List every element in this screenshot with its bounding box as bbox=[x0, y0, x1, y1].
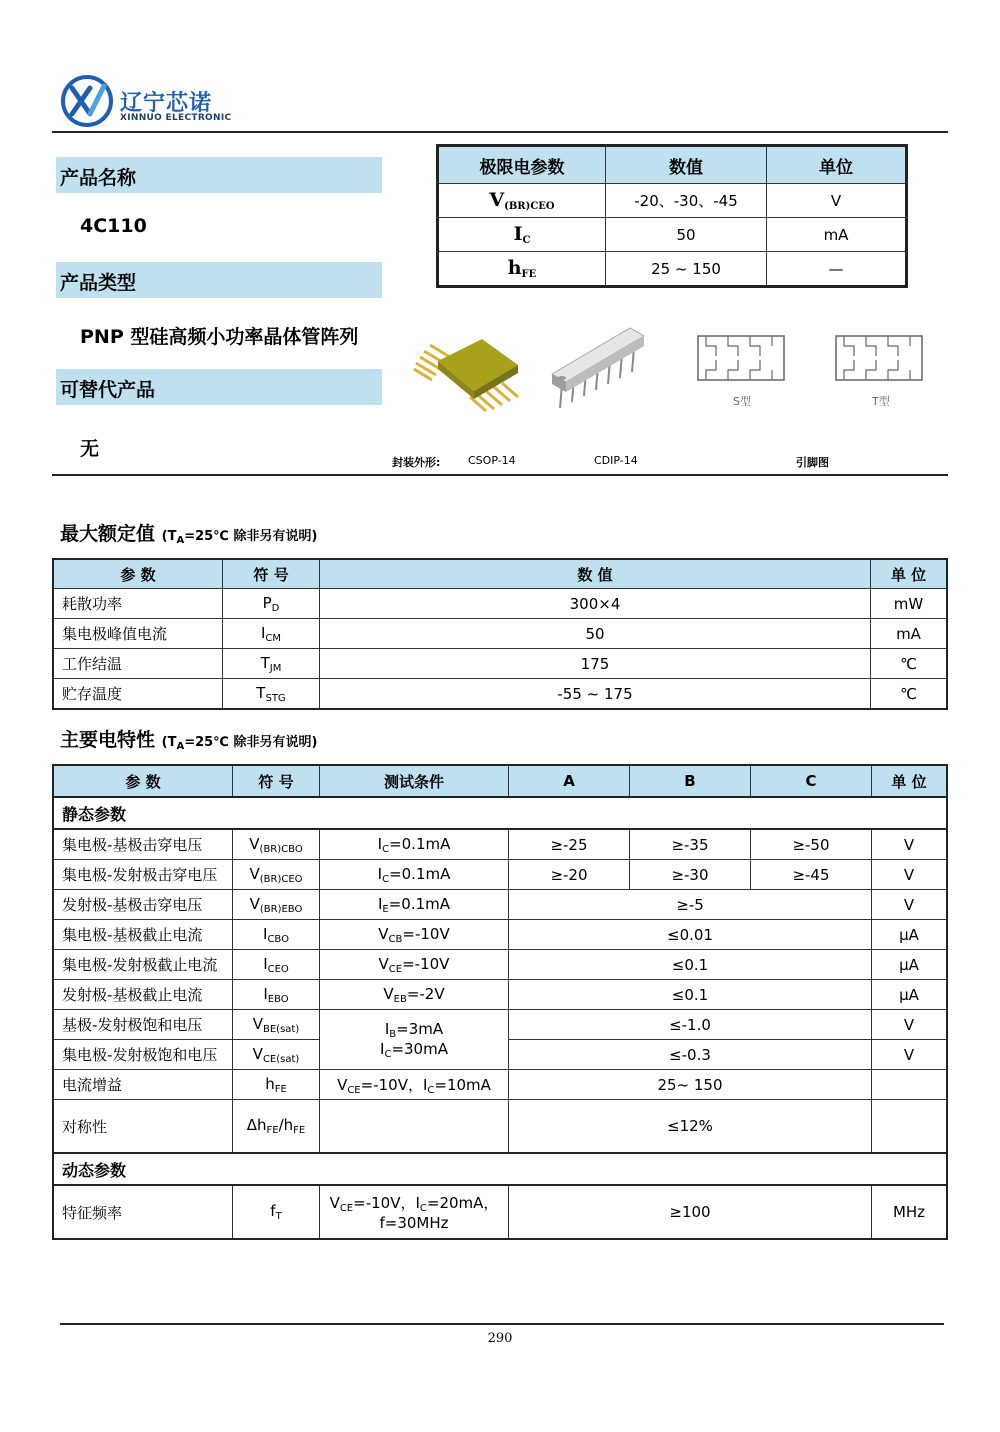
table-row bbox=[438, 184, 907, 218]
table-row bbox=[53, 679, 947, 710]
elec-a: ≥-20 bbox=[509, 860, 630, 890]
csop-package-image bbox=[410, 325, 525, 415]
table-row bbox=[53, 920, 947, 950]
elec-header-condition: 测试条件 bbox=[320, 765, 509, 797]
package-label: 封装外形: bbox=[392, 456, 441, 469]
max-value: 50 bbox=[320, 619, 871, 649]
table-row bbox=[53, 829, 947, 860]
elec-symbol: $V_{BE(sat)}$ bbox=[233, 1010, 320, 1040]
max-unit: ℃ bbox=[871, 679, 948, 710]
elec-c: ≥-50 bbox=[751, 829, 872, 860]
package-csop-label: CSOP-14 bbox=[468, 454, 516, 467]
elec-unit: V bbox=[872, 1010, 948, 1040]
pinout-s-label: S型 bbox=[733, 395, 751, 408]
elec-param: 特征频率 bbox=[53, 1185, 233, 1239]
elec-symbol: $h_{FE}$ bbox=[233, 1070, 320, 1100]
elec-unit: V bbox=[872, 890, 948, 920]
pinout-t-label: T型 bbox=[872, 395, 890, 408]
elec-symbol: $V_{(BR)CEO}$ bbox=[233, 860, 320, 890]
max-value: 175 bbox=[320, 649, 871, 679]
elec-header-a: A bbox=[509, 765, 630, 797]
elec-value: 25~ 150 bbox=[509, 1070, 872, 1100]
alt-product-band bbox=[56, 369, 382, 405]
limit-header-unit: 单位 bbox=[767, 146, 907, 184]
alt-product-label: 可替代产品 bbox=[60, 379, 156, 401]
elec-value: ≥100 bbox=[509, 1185, 872, 1239]
brand-name: 辽宁芯诺 bbox=[120, 91, 213, 116]
table-row bbox=[53, 980, 947, 1010]
elec-condition: $I_B=3mA$ $I_C=30mA$ bbox=[320, 1010, 509, 1070]
elec-param: 集电极-发射极截止电流 bbox=[53, 950, 233, 980]
elec-condition: $V_{CE}=-10V$ bbox=[320, 950, 509, 980]
footer-rule bbox=[60, 1323, 944, 1325]
elec-condition: $V_{CB}=-10V$ bbox=[320, 920, 509, 950]
elec-value: ≤-1.0 bbox=[509, 1010, 872, 1040]
table-row bbox=[53, 589, 947, 619]
table-row bbox=[53, 950, 947, 980]
section-rule bbox=[52, 474, 948, 476]
elec-condition: $V_{EB}=-2V$ bbox=[320, 980, 509, 1010]
pinout-t-diagram bbox=[832, 330, 926, 386]
elec-symbol: $V_{(BR)EBO}$ bbox=[233, 890, 320, 920]
logo-icon bbox=[60, 74, 114, 128]
elec-b: ≥-35 bbox=[630, 829, 751, 860]
elec-value: ≤12% bbox=[509, 1100, 872, 1154]
elec-unit: V bbox=[872, 1040, 948, 1070]
elec-c: ≥-45 bbox=[751, 860, 872, 890]
table-row bbox=[53, 649, 947, 679]
cdip-package-image bbox=[548, 322, 648, 417]
elec-unit: V bbox=[872, 829, 948, 860]
elec-b: ≥-30 bbox=[630, 860, 751, 890]
max-unit: ℃ bbox=[871, 649, 948, 679]
elec-value: ≤0.1 bbox=[509, 950, 872, 980]
limit-value: -20、-30、-45 bbox=[606, 184, 767, 218]
max-symbol: $T_{JM}$ bbox=[223, 649, 320, 679]
limit-symbol: $V_{(BR)CEO}$ bbox=[438, 184, 606, 218]
max-unit: mW bbox=[871, 589, 948, 619]
dynamic-params-label: 动态参数 bbox=[53, 1153, 947, 1185]
elec-condition: $V_{CE}=-10V$，$I_C=10mA$ bbox=[320, 1070, 509, 1100]
elec-value: ≤0.01 bbox=[509, 920, 872, 950]
max-ratings-condition: ($T_A=25℃$ 除非另有说明) bbox=[161, 529, 318, 546]
max-param: 耗散功率 bbox=[53, 589, 223, 619]
elec-symbol: $I_{CEO}$ bbox=[233, 950, 320, 980]
limit-unit: mA bbox=[767, 218, 907, 252]
table-row bbox=[53, 797, 947, 829]
elec-condition: $V_{CE}=-10V$，$I_C=20mA$， f=30MHz bbox=[320, 1185, 509, 1239]
max-header-symbol: 符 号 bbox=[223, 559, 320, 589]
table-row bbox=[53, 1153, 947, 1185]
elec-param: 对称性 bbox=[53, 1100, 233, 1154]
table-row bbox=[53, 1070, 947, 1100]
elec-unit: μA bbox=[872, 950, 948, 980]
max-symbol: $T_{STG}$ bbox=[223, 679, 320, 710]
electrical-table bbox=[52, 764, 948, 1240]
max-ratings-table bbox=[52, 558, 948, 710]
elec-symbol: $I_{EBO}$ bbox=[233, 980, 320, 1010]
elec-header-symbol: 符 号 bbox=[233, 765, 320, 797]
table-row bbox=[53, 1185, 947, 1239]
limit-params-table bbox=[436, 144, 908, 288]
elec-value: ≤0.1 bbox=[509, 980, 872, 1010]
elec-unit: μA bbox=[872, 980, 948, 1010]
header-rule bbox=[52, 131, 948, 133]
alt-product-value: 无 bbox=[80, 438, 100, 460]
product-type-band bbox=[56, 262, 382, 298]
electrical-title: 主要电特性 ($T_A=25℃$ 除非另有说明) bbox=[60, 729, 318, 752]
elec-param: 集电极-基极击穿电压 bbox=[53, 829, 233, 860]
table-row bbox=[438, 252, 907, 287]
elec-header-param: 参 数 bbox=[53, 765, 233, 797]
product-name-label: 产品名称 bbox=[60, 167, 137, 189]
max-symbol: $P_D$ bbox=[223, 589, 320, 619]
product-type-label: 产品类型 bbox=[60, 272, 137, 294]
elec-param: 电流增益 bbox=[53, 1070, 233, 1100]
elec-header-unit: 单 位 bbox=[872, 765, 948, 797]
table-row bbox=[438, 218, 907, 252]
max-ratings-title: 最大额定值 ($T_A=25℃$ 除非另有说明) bbox=[60, 523, 318, 546]
elec-param: 集电极-基极截止电流 bbox=[53, 920, 233, 950]
max-header-value: 数 值 bbox=[320, 559, 871, 589]
electrical-condition: ($T_A=25℃$ 除非另有说明) bbox=[161, 735, 318, 752]
pinout-label: 引脚图 bbox=[796, 456, 829, 469]
max-param: 工作结温 bbox=[53, 649, 223, 679]
elec-condition: $I_C=0.1mA$ bbox=[320, 829, 509, 860]
limit-unit: — bbox=[767, 252, 907, 287]
table-row bbox=[53, 1100, 947, 1154]
max-param: 贮存温度 bbox=[53, 679, 223, 710]
elec-condition: $I_E=0.1mA$ bbox=[320, 890, 509, 920]
elec-unit bbox=[872, 1100, 948, 1154]
elec-unit: μA bbox=[872, 920, 948, 950]
static-params-label: 静态参数 bbox=[53, 797, 947, 829]
pinout-s-diagram bbox=[694, 330, 788, 386]
product-name-value: 4C110 bbox=[80, 215, 147, 237]
limit-header-param: 极限电参数 bbox=[438, 146, 606, 184]
limit-symbol: $h_{FE}$ bbox=[438, 252, 606, 287]
elec-value: ≤-0.3 bbox=[509, 1040, 872, 1070]
elec-unit: MHz bbox=[872, 1185, 948, 1239]
elec-header-b: B bbox=[630, 765, 751, 797]
max-value: 300×4 bbox=[320, 589, 871, 619]
elec-condition bbox=[320, 1100, 509, 1154]
brand-name-en: XINNUO ELECTRONIC bbox=[120, 113, 232, 123]
max-header-param: 参 数 bbox=[53, 559, 223, 589]
table-row bbox=[53, 619, 947, 649]
elec-value: ≥-5 bbox=[509, 890, 872, 920]
limit-value: 25 ~ 150 bbox=[606, 252, 767, 287]
elec-symbol: $I_{CBO}$ bbox=[233, 920, 320, 950]
max-symbol: $I_{CM}$ bbox=[223, 619, 320, 649]
table-row bbox=[53, 860, 947, 890]
elec-param: 基极-发射极饱和电压 bbox=[53, 1010, 233, 1040]
limit-header-value: 数值 bbox=[606, 146, 767, 184]
product-type-value: PNP 型硅高频小功率晶体管阵列 bbox=[80, 326, 359, 348]
elec-param: 集电极-发射极击穿电压 bbox=[53, 860, 233, 890]
elec-a: ≥-25 bbox=[509, 829, 630, 860]
elec-unit bbox=[872, 1070, 948, 1100]
elec-symbol: $f_T$ bbox=[233, 1185, 320, 1239]
elec-header-c: C bbox=[751, 765, 872, 797]
product-name-band bbox=[56, 157, 382, 193]
limit-unit: V bbox=[767, 184, 907, 218]
elec-param: 集电极-发射极饱和电压 bbox=[53, 1040, 233, 1070]
max-unit: mA bbox=[871, 619, 948, 649]
table-row bbox=[53, 890, 947, 920]
elec-symbol: $V_{CE(sat)}$ bbox=[233, 1040, 320, 1070]
elec-param: 发射极-基极截止电流 bbox=[53, 980, 233, 1010]
table-row bbox=[53, 1010, 947, 1040]
max-value: -55 ~ 175 bbox=[320, 679, 871, 710]
elec-symbol: $\Delta h_{FE}/h_{FE}$ bbox=[233, 1100, 320, 1154]
limit-symbol: $I_C$ bbox=[438, 218, 606, 252]
elec-symbol: $V_{(BR)CBO}$ bbox=[233, 829, 320, 860]
elec-condition: $I_C=0.1mA$ bbox=[320, 860, 509, 890]
limit-value: 50 bbox=[606, 218, 767, 252]
elec-unit: V bbox=[872, 860, 948, 890]
page-number: 290 bbox=[487, 1331, 513, 1346]
max-param: 集电极峰值电流 bbox=[53, 619, 223, 649]
max-header-unit: 单 位 bbox=[871, 559, 948, 589]
package-cdip-label: CDIP-14 bbox=[594, 454, 638, 467]
elec-param: 发射极-基极击穿电压 bbox=[53, 890, 233, 920]
